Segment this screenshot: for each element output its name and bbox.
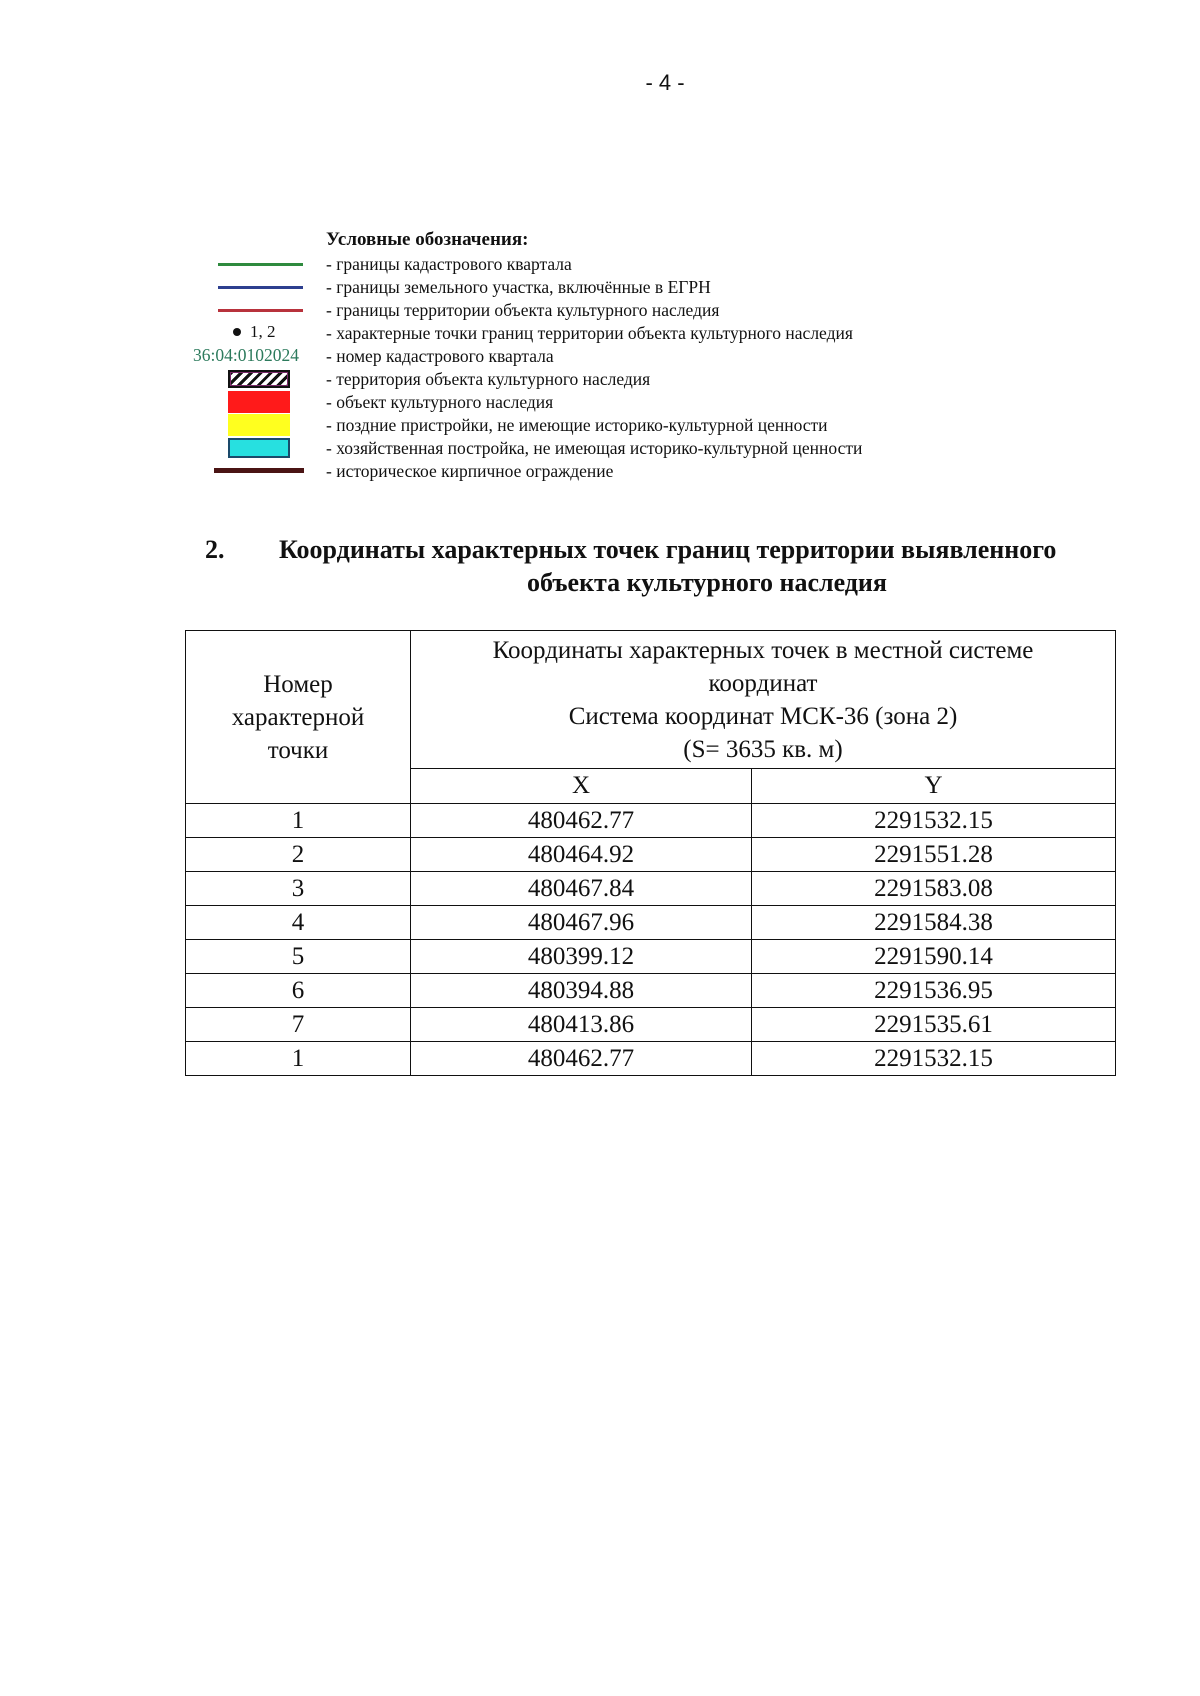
table-row [186, 804, 1116, 838]
point-number-cell: 2 [186, 838, 411, 872]
yellow-fill-symbol [190, 414, 320, 436]
section-title-line2: объекта культурного наследия [527, 568, 887, 597]
point-number-cell: 5 [186, 940, 411, 974]
legend-label: - границы кадастрового квартала [326, 254, 572, 274]
legend-label: - характерные точки границ территории объекта культурного наследия [326, 323, 853, 343]
cadastral-number-symbol [190, 345, 320, 367]
y-coordinate-cell: 2291590.14 [752, 940, 1116, 974]
fence-line-symbol [190, 460, 320, 482]
table-row [186, 1042, 1116, 1076]
point-numbers-sample: 1, 2 [250, 322, 276, 341]
table-row [186, 1008, 1116, 1042]
legend-item-historic-brick-fence [190, 460, 1090, 482]
point-number-cell: 3 [186, 872, 411, 906]
page-number: - 4 - [645, 70, 685, 95]
y-coordinate-cell: 2291551.28 [752, 838, 1116, 872]
x-coordinate-cell: 480462.77 [411, 1042, 752, 1076]
point-number-cell: 7 [186, 1008, 411, 1042]
legend-label: - поздние пристройки, не имеющие историко-культурной ценности [326, 415, 828, 435]
point-dot-symbol [190, 322, 320, 344]
legend-label: - границы земельного участка, включённые в ЕГРН [326, 277, 711, 297]
x-coordinate-cell: 480464.92 [411, 838, 752, 872]
y-coordinate-cell: 2291532.15 [752, 804, 1116, 838]
legend-item-late-additions [190, 414, 1090, 436]
legend-label: - хозяйственная постройка, не имеющая историко-культурной ценности [326, 438, 863, 458]
legend-item-heritage-object [190, 391, 1090, 413]
y-header: Y [752, 769, 1116, 804]
legend-label: - объект культурного наследия [326, 392, 554, 412]
cyan-fill-symbol [190, 437, 320, 459]
y-coordinate-cell: 2291532.15 [752, 1042, 1116, 1076]
y-coordinate-cell: 2291583.08 [752, 872, 1116, 906]
legend-item-cadastral-number [190, 345, 1090, 367]
coordinates-table [185, 630, 1116, 1076]
legend-label: - номер кадастрового квартала [326, 346, 554, 366]
y-coordinate-cell: 2291536.95 [752, 974, 1116, 1008]
x-coordinate-cell: 480399.12 [411, 940, 752, 974]
table-row [186, 940, 1116, 974]
table-row [186, 906, 1116, 940]
x-coordinate-cell: 480394.88 [411, 974, 752, 1008]
point-number-cell: 4 [186, 906, 411, 940]
hatch-symbol [190, 368, 320, 390]
x-coordinate-cell: 480467.84 [411, 872, 752, 906]
y-coordinate-cell: 2291584.38 [752, 906, 1116, 940]
y-coordinate-cell: 2291535.61 [752, 1008, 1116, 1042]
red-fill-symbol [190, 391, 320, 413]
coordinates-header: Координаты характерных точек в местной системе координат Система координат МСК-36 (зона 2) (S= 3635 кв. м) [411, 631, 1116, 769]
legend-item-land-plot-boundary [190, 276, 1090, 298]
legend-item-heritage-territory-boundary [190, 299, 1090, 321]
legend-item-heritage-territory [190, 368, 1090, 390]
table-row [186, 974, 1116, 1008]
red-line-symbol [190, 299, 320, 321]
table-row [186, 838, 1116, 872]
cadastral-number-sample: 36:04:0102024 [193, 345, 299, 365]
legend-label: - территория объекта культурного наследия [326, 369, 651, 389]
point-number-header: Номер характерной точки [186, 631, 411, 804]
point-number-cell: 6 [186, 974, 411, 1008]
legend-label: - границы территории объекта культурного наследия [326, 300, 720, 320]
x-coordinate-cell: 480413.86 [411, 1008, 752, 1042]
green-line-symbol [190, 253, 320, 275]
legend-label: - историческое кирпичное ограждение [326, 461, 614, 481]
dot-icon [233, 328, 241, 336]
table-row [186, 872, 1116, 906]
point-number-cell: 1 [186, 1042, 411, 1076]
x-coordinate-cell: 480467.96 [411, 906, 752, 940]
blue-line-symbol [190, 276, 320, 298]
x-coordinate-cell: 480462.77 [411, 804, 752, 838]
section-title-line1: Координаты характерных точек границ территории выявленного [279, 535, 1057, 564]
legend-item-cadastral-quarter-boundary [190, 253, 1090, 275]
x-header: X [411, 769, 752, 804]
legend-item-characteristic-points [190, 322, 1090, 344]
point-number-cell: 1 [186, 804, 411, 838]
legend-item-outbuilding [190, 437, 1090, 459]
legend-title: Условные обозначения: [326, 229, 529, 250]
section-number: 2. [205, 535, 225, 564]
